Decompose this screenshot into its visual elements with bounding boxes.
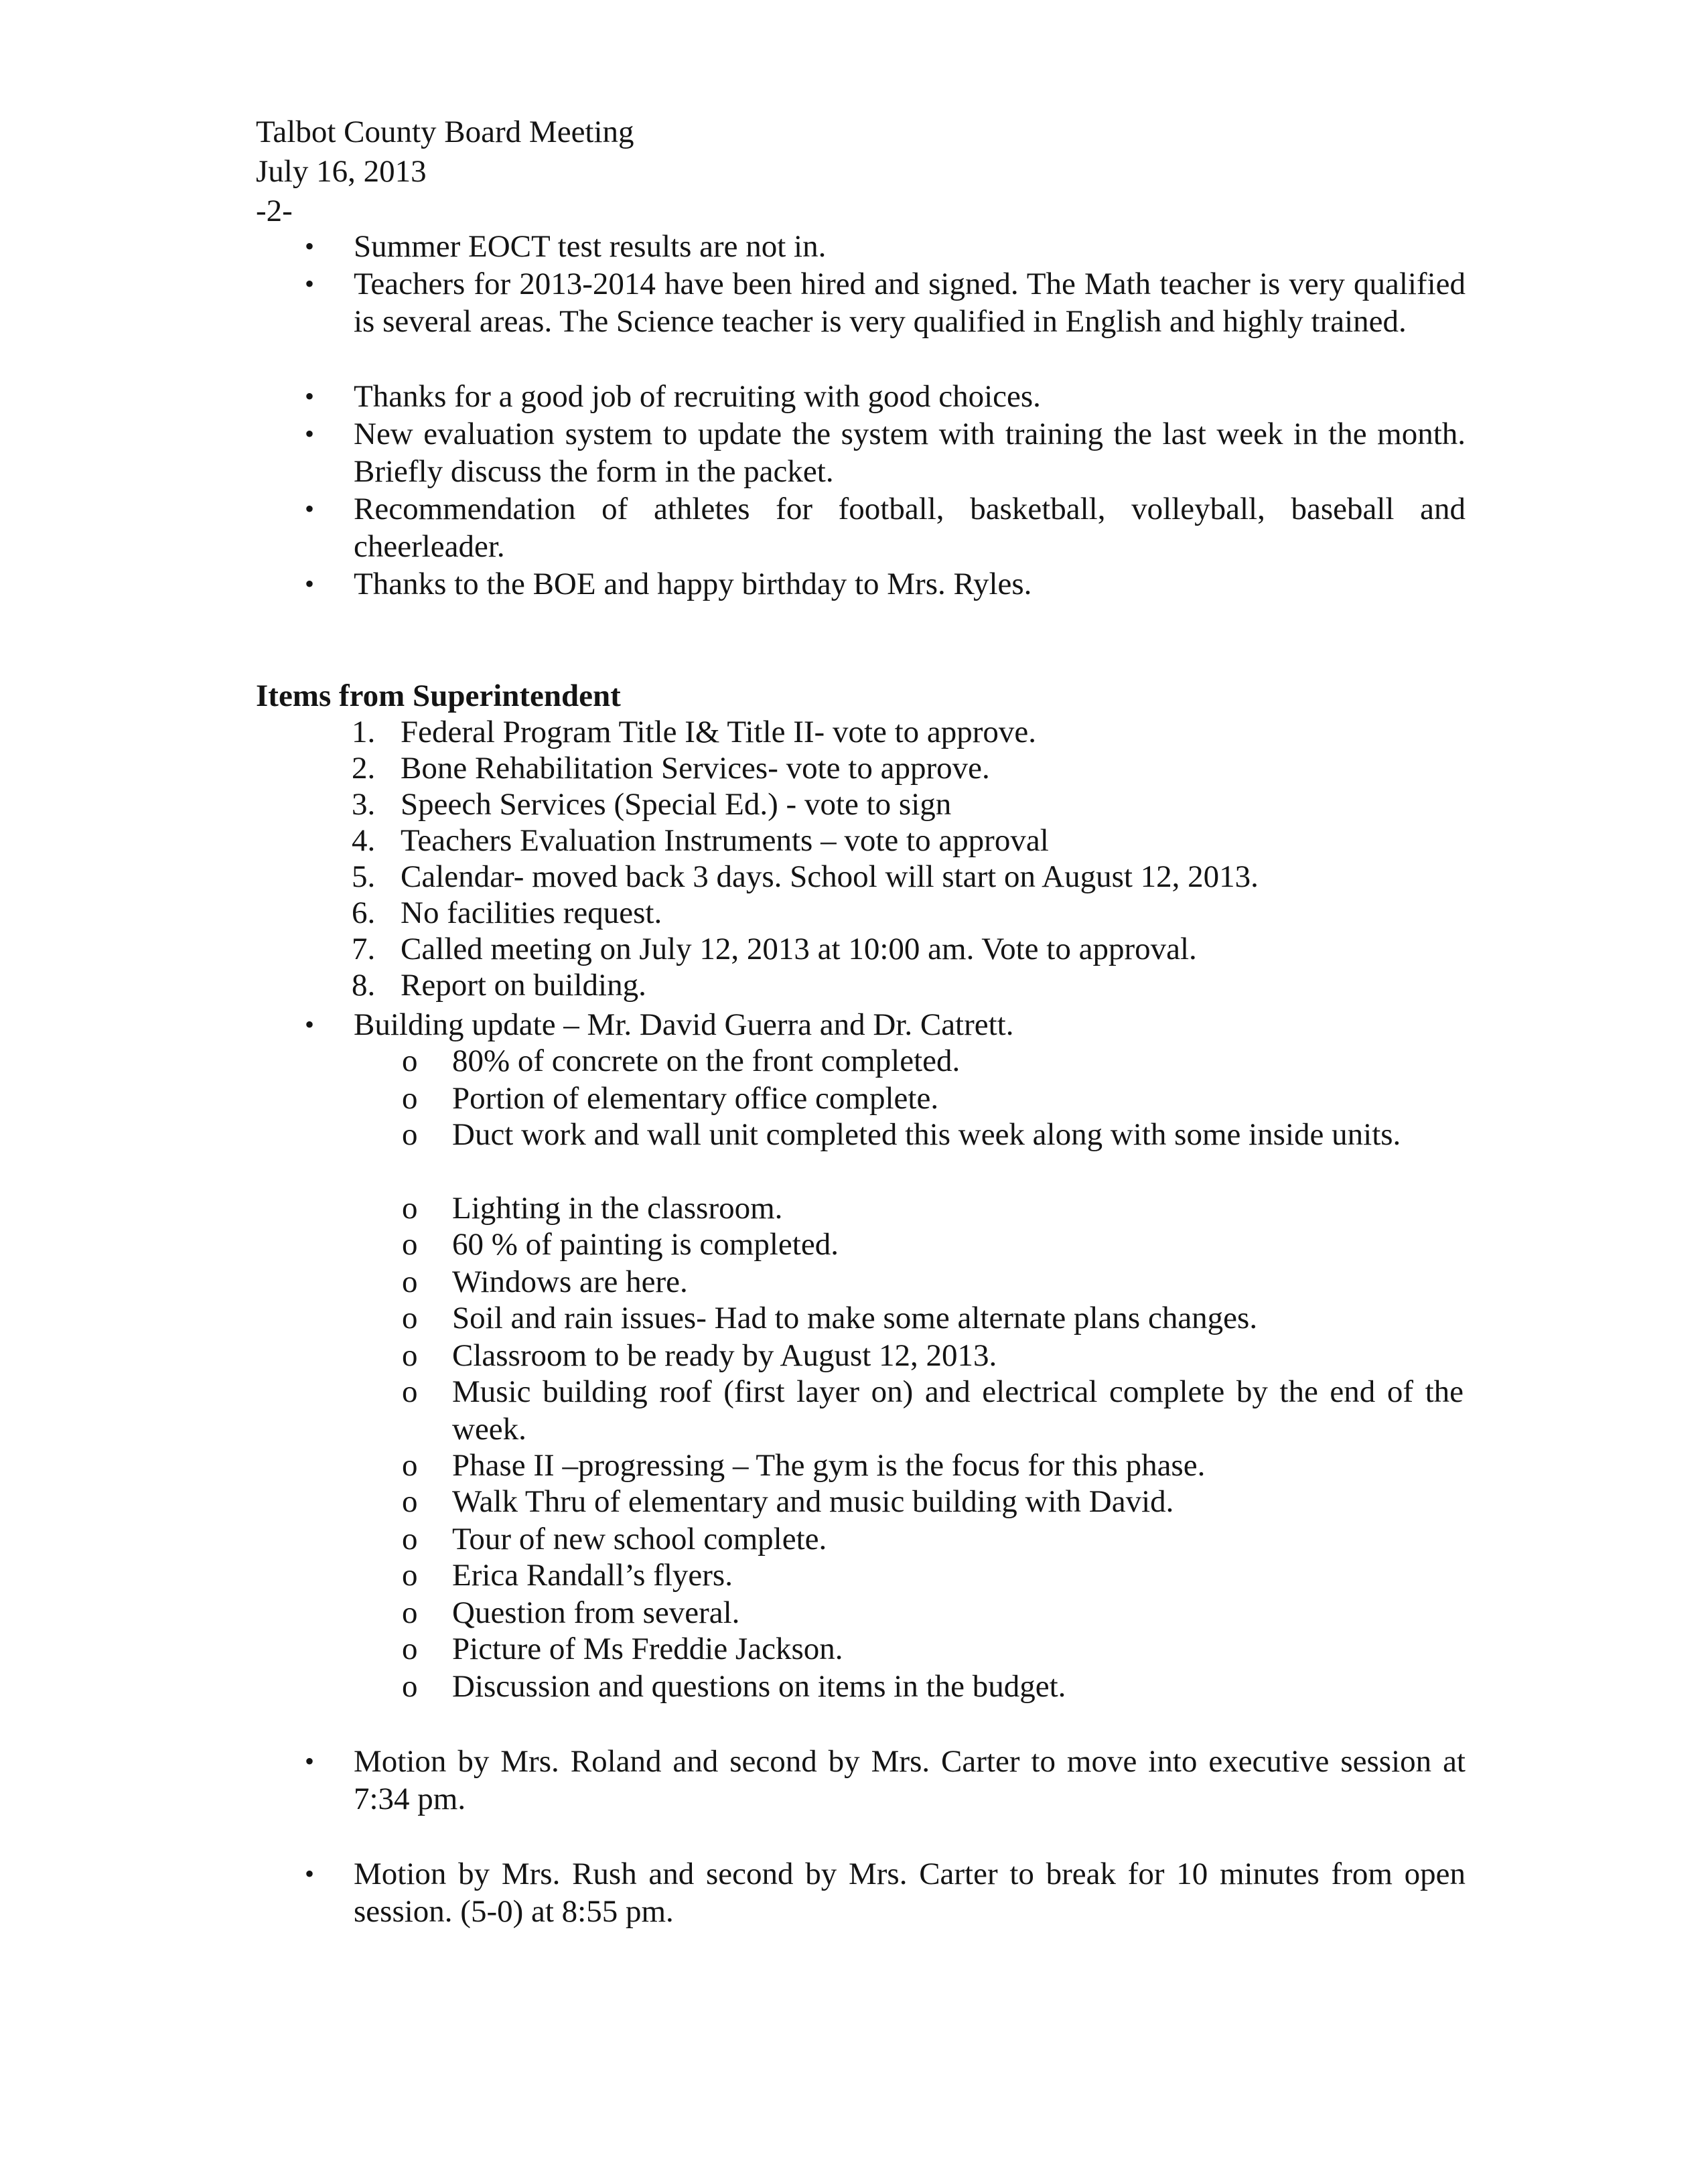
list-item: 2. Bone Rehabilitation Services- vote to approve. [352, 751, 990, 786]
list-item-text: Summer EOCT test results are not in. [354, 229, 827, 264]
bullet-icon: • [305, 1859, 315, 1889]
list-item: 8. Report on building. [352, 968, 646, 1003]
bullet-icon: • [305, 1009, 315, 1039]
list-item-text: Teachers for 2013-2014 have been hired and signed. The Math teacher is very qualified is several areas. The Science teacher is very qualified in English and highly trained. [354, 267, 1466, 339]
top-bullet-list [305, 228, 1477, 616]
section-title-superintendent: Items from Superintendent [256, 678, 621, 713]
circle-bullet-icon: o [402, 1448, 418, 1483]
bullet-icon: • [305, 494, 315, 524]
list-item-text: Thanks for a good job of recruiting with good choices. [354, 379, 1041, 414]
bullet-icon: • [305, 269, 315, 299]
bullet-icon: • [305, 231, 315, 261]
list-item: 3. Speech Services (Special Ed.) - vote to sign [352, 787, 952, 822]
circle-bullet-icon: o [402, 1522, 418, 1556]
bullet-icon: • [305, 419, 315, 449]
circle-bullet-icon: o [402, 1191, 418, 1226]
motion-text: Motion by Mrs. Roland and second by Mrs. Carter to move into executive session at 7:34 pm. [354, 1744, 1466, 1816]
circle-bullet-icon: o [402, 1374, 418, 1409]
circle-bullet-icon: o [402, 1338, 418, 1373]
document-header [256, 113, 634, 231]
list-item-text: Building update – Mr. David Guerra and Dr. Catrett. [354, 1007, 1014, 1042]
circle-bullet-icon: o [402, 1558, 418, 1593]
building-update-item [305, 1006, 1477, 1046]
list-item: 4. Teachers Evaluation Instruments – vote to approval [352, 823, 1049, 858]
list-item: 1. Federal Program Title I& Title II- vote to approve. [352, 715, 1037, 749]
bullet-icon: • [305, 1746, 315, 1776]
circle-bullet-icon: o [402, 1264, 418, 1299]
motion-text: Motion by Mrs. Rush and second by Mrs. Carter to break for 10 minutes from open session. (5-0) at 8:55 pm. [354, 1857, 1466, 1929]
circle-bullet-icon: o [402, 1081, 418, 1116]
circle-bullet-icon: o [402, 1227, 418, 1262]
list-item-text: New evaluation system to update the system with training the last week in the month. Briefly discuss the form in the packet. [354, 417, 1466, 489]
circle-bullet-icon: o [402, 1484, 418, 1519]
meeting-title: Talbot County Board Meeting [256, 115, 634, 149]
list-item-text: Recommendation of athletes for football, basketball, volleyball, baseball and cheerleader. [354, 492, 1466, 564]
list-item: 6. No facilities request. [352, 895, 662, 930]
list-item: 5. Calendar- moved back 3 days. School will start on August 12, 2013. [352, 859, 1259, 894]
list-item: 7. Called meeting on July 12, 2013 at 10:00 am. Vote to approval. [352, 932, 1197, 966]
circle-bullet-icon: o [402, 1669, 418, 1704]
bullet-icon: • [305, 569, 315, 599]
list-item-text: Thanks to the BOE and happy birthday to Mrs. Ryles. [354, 567, 1032, 601]
document-page: Talbot County Board Meeting July 16, 2013 -2- • Summer EOCT test results are not in. • Teachers for 2013-2014 have been hired and signed. The Math teacher is very qualified is several areas. The Science teacher is very qualified in English and highly trained. • Thanks for a good job of recruiting with good choices. • New evaluation system to update the system with training the last week in the month. Briefly discuss the form in the packet. • Recommendation of athletes for football, basketball, volleyball, baseball and cheerleader. • Thanks to the BOE and happy birthday to Mrs. Ryles. Items from Superintendent 1. Federal Program Title I& Title II- vote to approve. 2. Bone Rehabilitation Services- vote to approve. 3. Speech Services (Special Ed.) - vote to sign 4. Teachers Evaluation Instruments – vote to approval 5. Calendar- moved back 3 days. School will start on August 12, 2013. 6. No facilities request. 7. Called meeting on July 12, 2013 at 10:00 am. Vote to approval. 8. Report on building. • Building update – Mr. David Guerra and Dr. Catrett. o 80% of concrete on the front completed. o Portion of elementary office complete. o Duct work and wall unit completed this week along with some inside units. o Lighting in the classroom. o 60 % of painting is completed. o Windows are here. o Soil and rain issues- Had to make some alternate plans changes. o Classroom to be ready by August 12, 2013. o Music building roof (first layer on) and electrical complete by the end of the week. o Phase II –progressing – The gym is the focus for this phase. o Walk Thru of elementary and music building with David. o Tour of new school complete. o Erica Randall’s flyers. o Question from several. o Picture of Ms Freddie Jackson. o Discussion and questions on items in the budget. • Motion by Mrs. Roland and second by Mrs. Carter to move into executive session at 7:34 pm. • Motion by Mrs. Rush and second by Mrs. Carter to break for 10 minutes from open session. (5-0) at 8:55 pm. [0, 0, 1708, 2172]
meeting-date: July 16, 2013 [256, 154, 427, 189]
bullet-icon: • [305, 381, 315, 411]
circle-bullet-icon: o [402, 1632, 418, 1666]
circle-bullet-icon: o [402, 1595, 418, 1630]
circle-bullet-icon: o [402, 1043, 418, 1078]
circle-bullet-icon: o [402, 1117, 418, 1152]
motions-list [305, 1743, 1477, 2011]
page-number: -2- [256, 194, 293, 228]
circle-bullet-icon: o [402, 1301, 418, 1335]
